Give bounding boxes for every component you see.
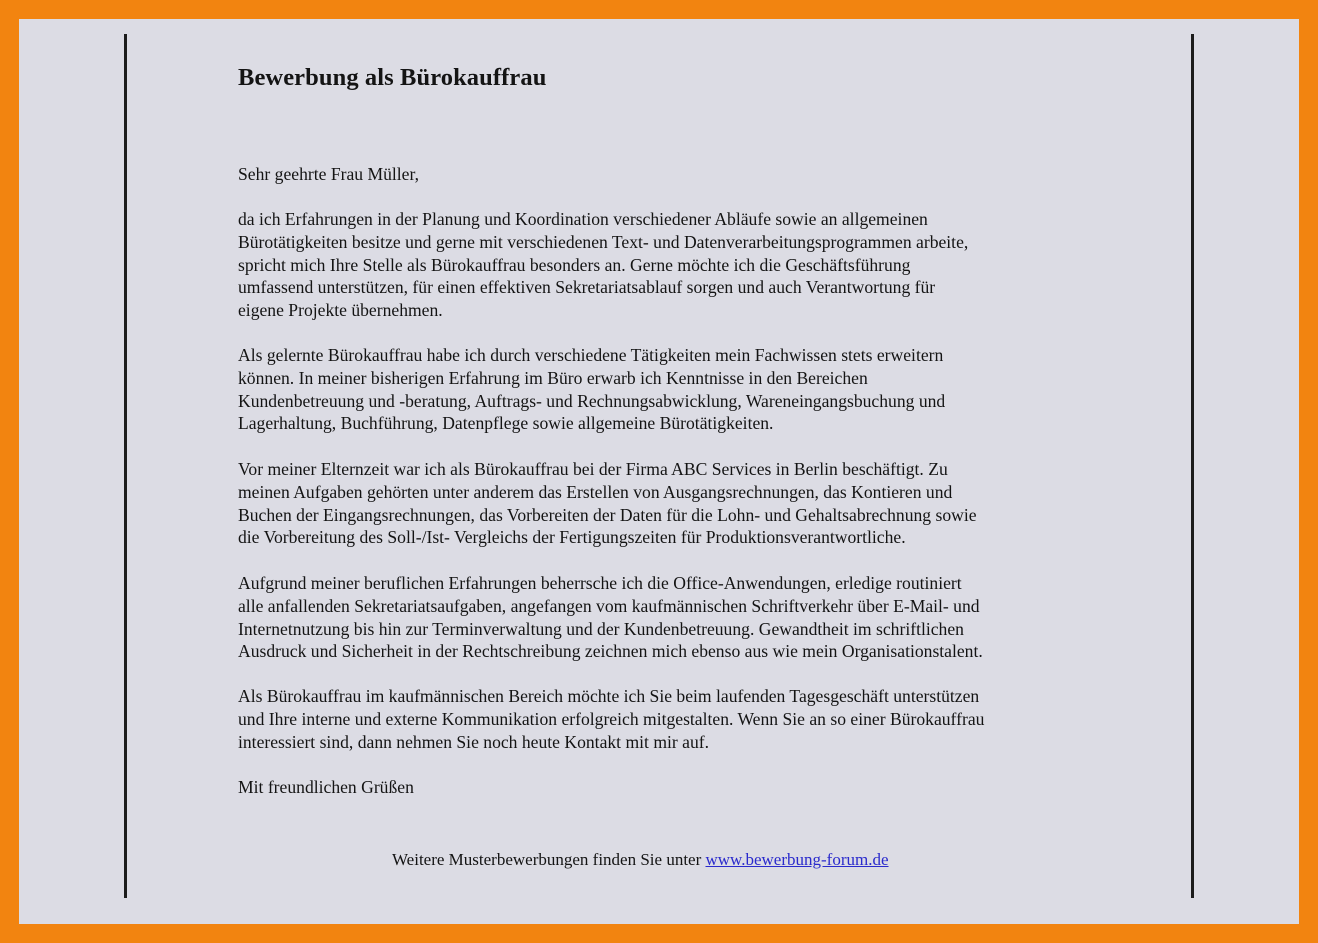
footer-link[interactable]: www.bewerbung-forum.de — [705, 850, 889, 869]
paragraph-line: die Vorbereitung des Soll-/Ist- Vergleichs der Fertigungszeiten für Produktionsverantwortliche. — [238, 527, 906, 548]
footer-text: Weitere Musterbewerbungen finden Sie unter — [392, 850, 702, 869]
paragraph-line: interessiert sind, dann nehmen Sie noch heute Kontakt mit mir auf. — [238, 731, 710, 752]
paragraph-line: Als Bürokauffrau im kaufmännischen Bereich möchte ich Sie beim laufenden Tagesgeschäft unterstützen — [238, 686, 980, 706]
paragraph-line: Aufgrund meiner beruflichen Erfahrungen beherrsche ich die Office-Anwendungen, erledige routiniert — [238, 573, 962, 593]
document-page — [19, 19, 1299, 924]
paragraph-line: umfassend unterstützen, für einen effektiven Sekretariatsablauf sorgen und auch Verantwortung für — [238, 277, 936, 298]
paragraph-line: und Ihre interne und externe Kommunikation erfolgreich mitgestalten. Wenn Sie an so einer Bürokauffrau — [238, 708, 985, 729]
paragraph-line: eigene Projekte übernehmen. — [238, 300, 443, 321]
paragraph-5 — [238, 685, 984, 753]
right-vertical-rule — [1191, 34, 1194, 898]
paragraph-line: Buchen der Eingangsrechnungen, das Vorbereiten der Daten für die Lohn- und Gehaltsabrechnung sowie — [238, 504, 977, 525]
paragraph-line: meinen Aufgaben gehörten unter anderem das Erstellen von Ausgangsrechnungen, das Kontieren und — [238, 481, 953, 502]
paragraph-line: alle anfallenden Sekretariatsaufgaben, angefangen vom kaufmännischen Schriftverkehr über E-Mail- und — [238, 595, 980, 616]
paragraph-line: Als gelernte Bürokauffrau habe ich durch verschiedene Tätigkeiten mein Fachwissen stets erweitern — [238, 345, 944, 365]
paragraph-line: Internetnutzung bis hin zur Terminverwaltung und der Kundenbetreuung. Gewandtheit im schriftlichen — [238, 618, 964, 639]
paragraph-line: Kundenbetreuung und -beratung, Auftrags- und Rechnungsabwicklung, Wareneingangsbuchung und — [238, 390, 946, 411]
paragraph-line: da ich Erfahrungen in der Planung und Koordination verschiedener Abläufe sowie an allgemeinen — [238, 209, 928, 229]
paragraph-line: Lagerhaltung, Buchführung, Datenpflege sowie allgemeine Bürotätigkeiten. — [238, 413, 774, 434]
paragraph-line: Vor meiner Elternzeit war ich als Bürokauffrau bei der Firma ABC Services in Berlin beschäftigt. Zu — [238, 459, 948, 479]
letter-closing: Mit freundlichen Grüßen — [238, 777, 414, 797]
letter-body — [238, 61, 1108, 797]
paragraph-line: Ausdruck und Sicherheit in der Rechtschreibung zeichnen mich ebenso aus wie mein Organisationstalent. — [238, 641, 983, 662]
paragraph-line: Bürotätigkeiten besitze und gerne mit verschiedenen Text- und Datenverarbeitungsprogrammen arbeite, — [238, 231, 969, 252]
footer-note — [392, 848, 889, 871]
paragraph-line: können. In meiner bisherigen Erfahrung im Büro erwarb ich Kenntnisse in den Bereichen — [238, 367, 868, 388]
paragraph-line: spricht mich Ihre Stelle als Bürokauffrau besonders an. Gerne möchte ich die Geschäftsführung — [238, 254, 911, 275]
paragraph-4 — [238, 572, 983, 663]
paragraph-1 — [238, 208, 968, 322]
left-vertical-rule — [124, 34, 127, 898]
paragraph-3 — [238, 458, 977, 549]
letter-salutation: Sehr geehrte Frau Müller, — [238, 164, 420, 184]
paragraph-2 — [238, 344, 945, 435]
letter-title: Bewerbung als Bürokauffrau — [238, 64, 547, 91]
